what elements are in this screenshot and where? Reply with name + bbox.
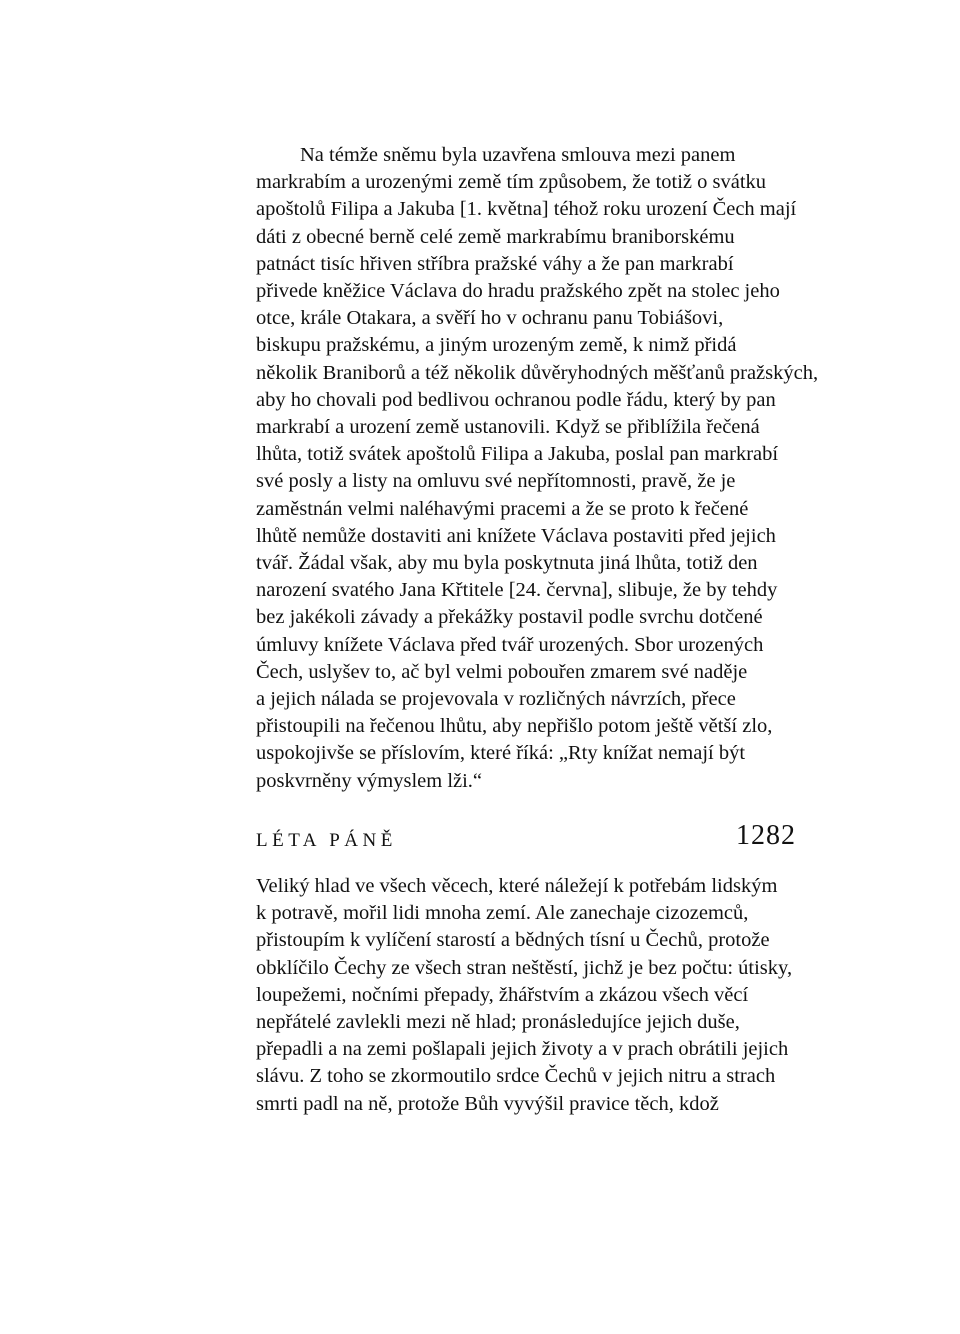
text-line: Čech, uslyšev to, ač byl velmi pobouřen zmarem své naděje [256,660,748,683]
text-line: otce, krále Otakara, a svěří ho v ochranu panu Tobiášovi, [256,307,724,330]
text-line: narození svatého Jana Křtitele [24. června], slibuje, že by tehdy [256,579,778,602]
text-line: obklíčilo Čechy ze všech stran neštěstí, jichž je bez počtu: útisky, [256,956,793,979]
text-line: tvář. Žádal však, aby mu byla poskytnuta jiná lhůta, totiž den [256,552,758,575]
text-line: loupežemi, nočními přepady, žhářstvím a zkázou všech věcí [256,983,749,1006]
paragraph-1 [256,142,860,795]
text-line: smrti padl na ně, protože Bůh vyvýšil pravice těch, kdož [256,1092,719,1115]
text-line: bez jakékoli závady a překážky postavil podle svrchu dotčené [256,606,763,629]
text-line: přistoupím k vylíčení starostí a bědných tísní u Čechů, protože [256,929,770,952]
text-line: markrabím a urozenými země tím způsobem, že totiž o svátku [256,171,767,194]
heading-label: LÉTA PÁNĚ [256,830,397,851]
text-line: apoštolů Filipa a Jakuba [1. května] téhož roku urození Čech mají [256,198,797,221]
text-line: lhůta, totiž svátek apoštolů Filipa a Jakuba, poslal pan markrabí [256,443,779,466]
text-line: uspokojivše se příslovím, které říká: „Rty knížat nemají být [256,742,746,765]
text-line: úmluvy knížete Václava před tvář urozených. Sbor urozených [256,633,764,656]
text-line: přivede kněžice Václava do hradu pražského zpět na stolec jeho [256,280,780,303]
text-line: biskupu pražskému, a jiným urozeným země, k nimž přidá [256,334,737,357]
section-heading [256,822,796,858]
text-line: zaměstnán velmi naléhavými pracemi a že se proto k řečené [256,497,749,520]
text-line: slávu. Z toho se zkormoutilo srdce Čechů v jejich nitru a strach [256,1065,776,1088]
text-line: k potravě, mořil lidi mnoha zemí. Ale zanechaje cizozemců, [256,902,749,925]
text-line: dáti z obecné berně celé země markrabímu braniborskému [256,225,735,248]
text-line: patnáct tisíc hřiven stříbra pražské váhy a že pan markrabí [256,252,734,275]
text-line: přistoupili na řečenou lhůtu, aby nepřišlo potom ještě větší zlo, [256,715,773,738]
text-line: poskvrněny výmyslem lži.“ [256,769,483,792]
text-line: Veliký hlad ve všech věcech, které náležejí k potřebám lidským [256,875,778,897]
text-line: Na témže sněmu byla uzavřena smlouva mezi panem [300,144,736,166]
text-line: markrabí a urození země ustanovili. Když se přiblížila řečená [256,416,760,439]
paragraph-2 [256,873,860,1118]
text-line: několik Braniborů a též několik důvěryhodných měšťanů pražských, [256,361,819,384]
text-line: přepadli a na zemi pošlapali jejich životy a v prach obrátili jejich [256,1038,789,1061]
text-line: nepřátelé zavlekli mezi ně hlad; pronásledujíce jejich duše, [256,1011,740,1034]
text-line: aby ho chovali pod bedlivou ochranou podle řádu, který by pan [256,388,776,411]
text-line: lhůtě nemůže dostaviti ani knížete Václava postaviti před jejich [256,524,776,547]
heading-year: 1282 [736,820,796,851]
text-line: své posly a listy na omluvu své nepřítomnosti, pravě, že je [256,470,736,493]
text-line: a jejich nálada se projevovala v rozličných návrzích, přece [256,688,736,711]
